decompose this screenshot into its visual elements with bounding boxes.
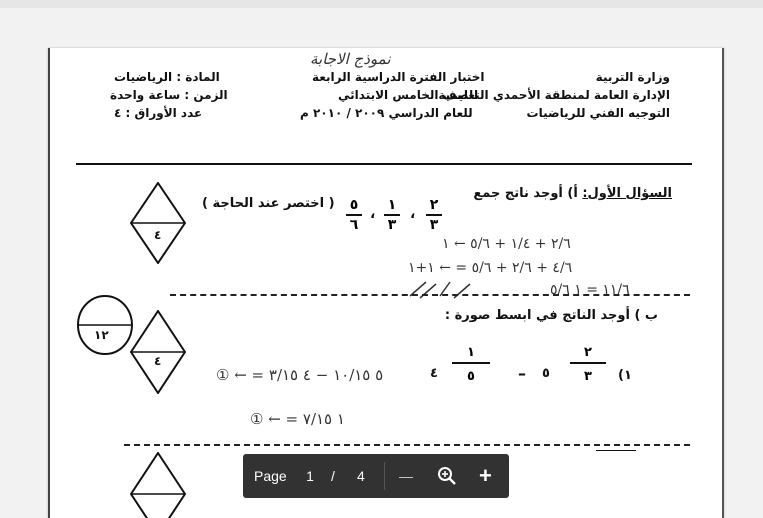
q1-fraction-3: ٥ ٦: [346, 198, 362, 232]
b1-whole-1: ٥: [542, 366, 550, 381]
grade-total-value: ١٢: [94, 328, 109, 342]
grade-circle-total: [76, 294, 134, 356]
b1-label: ١): [618, 368, 632, 383]
header-rule: [76, 163, 692, 165]
dashed-separator-2: [124, 444, 690, 446]
q1-title-prefix: السؤال الأول:: [582, 186, 672, 201]
header-district: الإدارة العامة لمنطقة الأحمدي التعليمية: [438, 88, 670, 102]
grade-diamond-b: [130, 310, 186, 394]
zoom-out-button[interactable]: —: [399, 468, 413, 484]
q1-part-b-title: ب ) أوجد الناتج في ابسط صورة :: [444, 308, 658, 323]
q1-fraction-2: ١ ٣: [384, 198, 400, 232]
header-subject: المادة : الرياضيات: [114, 70, 220, 84]
header-supervision: التوجيه الفني للرياضيات: [526, 106, 670, 120]
grade-diamond-a: [130, 182, 186, 264]
answer-a-line-1: ٢/٦ + ١/٤ + ٥/٦ ← ١: [442, 236, 571, 252]
header-pages: عدد الأوراق : ٤: [114, 106, 203, 120]
grade-a-value: ٤: [154, 228, 162, 242]
b1-fraction-1: ٢ ٣: [570, 346, 606, 384]
grade-diamond-c: [130, 452, 186, 518]
answer-a-line-2: ٤/٦ + ٢/٦ + ٥/٦ = ← ١+١: [408, 260, 573, 276]
q1-simplify-note: ( اختصر عند الحاجة ): [202, 196, 335, 211]
q1-title: [473, 186, 672, 201]
header-exam-title: اختبار الفترة الدراسية الرابعة: [312, 70, 485, 84]
answer-a-line-3: ١١/٦ = ١ ٥/٦: [550, 282, 630, 298]
answer-underline: [596, 450, 636, 451]
answer-b-line-2: ١ ٧/١٥ = ← ①: [250, 410, 345, 428]
answer-b-line-1: ٥ ١٠/١٥ − ٤ ٣/١٥ = ← ①: [216, 366, 384, 384]
handwritten-title: نموذج الاجابة: [310, 50, 391, 68]
viewer-top-strip: [0, 0, 763, 8]
pdf-toolbar: [243, 454, 509, 498]
q1-title-rest: أ) أوجد ناتج جمع: [473, 186, 578, 201]
toolbar-divider: [384, 462, 385, 490]
zoom-fit-button[interactable]: [437, 454, 457, 498]
b1-whole-2: ٤: [430, 366, 438, 381]
dashed-separator-1: [170, 294, 690, 296]
scribble-strikes: [406, 276, 496, 302]
q1-fraction-1: ٢ ٣: [426, 198, 442, 232]
zoom-magnifier-icon: [437, 466, 457, 486]
b1-minus: –: [518, 364, 526, 383]
page-separator: /: [331, 468, 335, 484]
header-grade: للصف الخامس الابتدائي: [338, 88, 479, 102]
total-pages: 4: [357, 468, 365, 484]
header-year: للعام الدراسي ٢٠٠٩ / ٢٠١٠ م: [300, 106, 473, 120]
header-ministry: وزارة التربية: [595, 70, 670, 84]
page-label: Page: [254, 468, 287, 484]
b1-fraction-2: ١ ٥: [452, 346, 490, 384]
document-page: نموذج الاجابة وزارة التربية الإدارة العامة لمنطقة الأحمدي التعليمية التوجيه الفني للرياضيات اختبار الفترة الدراسية الرابعة للصف الخامس الابتدائي للعام الدراسي ٢٠٠٩ / ٢٠١٠ م المادة : الرياضيات الزمن : ساعة واحدة عدد الأوراق : ٤ السؤال الأول: أ) أوجد ناتج جمع ٢ ٣ ، ١ ٣ ، ٥ ٦ ( اختصر عند الحاجة ) ٤ ١٢ ٤ ٢/٦ + ١/٤ + ٥/٦ ← ١ ٤/٦ + ٢/٦ + ٥/٦ = ← ١+١ ١١/٦ = ١ ٥/٦ ب ) أوجد الناتج في ابسط صورة : ١) ٢ ٣ ٥ – ١ ٥ ٤ ٥ ١٠/١٥ − ٤ ٣/١٥ = ← ① ١ ٧/١٥ = ← ①: [48, 48, 724, 518]
grade-b-value: ٤: [154, 354, 162, 368]
current-page-input[interactable]: 1: [306, 468, 314, 484]
zoom-in-button[interactable]: +: [479, 463, 492, 488]
header-duration: الزمن : ساعة واحدة: [110, 88, 228, 102]
